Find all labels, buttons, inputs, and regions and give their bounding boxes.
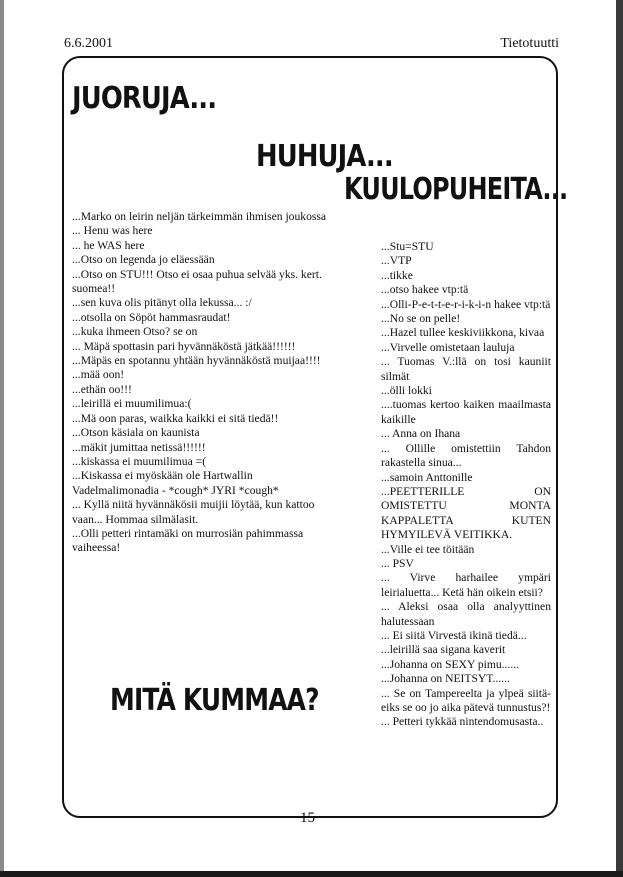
list-item: ... Petteri tykkää nintendomusasta.. — [381, 715, 544, 729]
rumor-list-left — [72, 210, 336, 556]
header-publication: Tietotuutti — [500, 36, 559, 51]
list-item: ... Aleksi osaa olla analyyttinen halutessaan — [381, 600, 551, 628]
page-number: 15 — [300, 810, 315, 826]
list-item: ...Otso on legenda jo eläessään — [72, 253, 215, 267]
list-item: ...Olli petteri rintamäki on murrosiän pahimmassa vaiheessa! — [72, 526, 304, 555]
list-item: ... Ollille omistettiin Tahdon rakastella sinua... — [381, 441, 551, 470]
list-item: ...Olli-P-e-t-t-e-r-i-k-i-n hakee vtp:tä — [381, 297, 551, 311]
list-item: ... Anna on Ihana — [381, 427, 461, 441]
list-item: ...Stu=STU — [381, 240, 434, 253]
list-item: ...Johanna on SEXY pimu...... — [381, 657, 520, 671]
list-item: ...leirillä saa sigana kaverit — [381, 643, 506, 657]
list-item: ...Mä oon paras, waikka kaikki ei sitä tiedä!! — [72, 411, 279, 425]
list-item: ...Virvelle omistetaan lauluja — [381, 340, 515, 354]
list-item: ...otso hakee vtp:tä — [381, 283, 469, 297]
list-item: ... Henu was here — [72, 224, 153, 238]
list-item: ...kuka ihmeen Otso? se on — [72, 325, 198, 339]
list-item: ...mäkit jumittaa netissä!!!!!! — [72, 440, 206, 454]
list-item: ....tuomas kertoo kaiken maailmasta kaikille — [381, 398, 551, 426]
list-item: ... Se on Tampereelta ja ylpeä siitä- eiks se oo jo aika pätevä tunnustus?! — [381, 686, 551, 714]
headline-huhuja: HUHUJA... — [256, 139, 393, 174]
list-item: ...PEETTERILLE ON OMISTETTU MONTA KAPPALETTA KUTEN HYMYILEVÄ VEITIKKA. — [381, 484, 551, 542]
list-item: ...Ville ei tee töitään — [381, 542, 475, 556]
list-item: ... PSV — [381, 556, 414, 570]
list-item: ...Johanna on NEITSYT...... — [381, 672, 510, 686]
scan-edge-bottom — [0, 871, 623, 877]
header-date: 6.6.2001 — [64, 36, 113, 51]
list-item: ...Otson käsiala on kaunista — [72, 426, 200, 440]
list-item: ... Kyllä niitä hyvännäkösii muijii löytää, kun kattoo vaan... Hommaa silmälasit. — [72, 498, 315, 526]
list-item: ...tikke — [381, 268, 413, 282]
headline-kuulopuheita: KUULOPUHEITA... — [344, 172, 568, 207]
list-item: ...leirillä ei muumilimua:( — [72, 397, 192, 411]
list-item: ... he WAS here — [72, 238, 145, 252]
list-item: ...VTP — [381, 254, 412, 268]
list-item: ...Marko on leirin neljän tärkeimmän ihmisen joukossa — [72, 210, 327, 223]
list-item: ...otsolla on Söpöt hammasraudat! — [72, 310, 231, 324]
list-item: ... Mäpä spottasin pari hyvännäköstä jätkää!!!!!! — [72, 339, 296, 353]
scan-edge-right — [616, 0, 623, 877]
list-item: ...Hazel tullee keskiviikkona, kivaa — [381, 326, 545, 340]
list-item: ...ethän oo!!! — [72, 382, 132, 396]
list-item: ... Tuomas V.:llä on tosi kauniit silmät — [381, 355, 551, 383]
list-item: ...samoin Anttonille — [381, 470, 473, 484]
headline-mita-kummaa: MITÄ KUMMAA? — [110, 683, 319, 718]
rumor-list-right — [381, 240, 551, 730]
list-item: ...No se on pelle! — [381, 312, 461, 326]
list-item: ...mää oon! — [72, 368, 125, 382]
headline-juoruja: JUORUJA... — [72, 81, 217, 116]
list-item: ...Otso on STU!!! Otso ei osaa puhua selvää yks. kert. suomea!! — [72, 267, 322, 296]
list-item: ...Mäpäs en spotannu yhtään hyvännäköstä muijaa!!!! — [72, 354, 321, 368]
list-item: ...sen kuva olis pitänyt olla lekussa... :/ — [72, 296, 252, 310]
list-item: ...kiskassa ei muumilimua =( — [72, 454, 207, 468]
list-item: ...ölli lokki — [381, 384, 432, 398]
list-item: ... Virve harhailee ympäri leirialuetta... Ketä hän oikein etsii? — [381, 571, 551, 599]
scan-edge-left — [0, 0, 4, 877]
list-item: ... Ei siitä Virvestä ikinä tiedä... — [381, 628, 527, 642]
list-item: ...Kiskassa ei myöskään ole Hartwallin Vadelmalimonadia - *cough* JYRI *cough* — [72, 469, 279, 497]
